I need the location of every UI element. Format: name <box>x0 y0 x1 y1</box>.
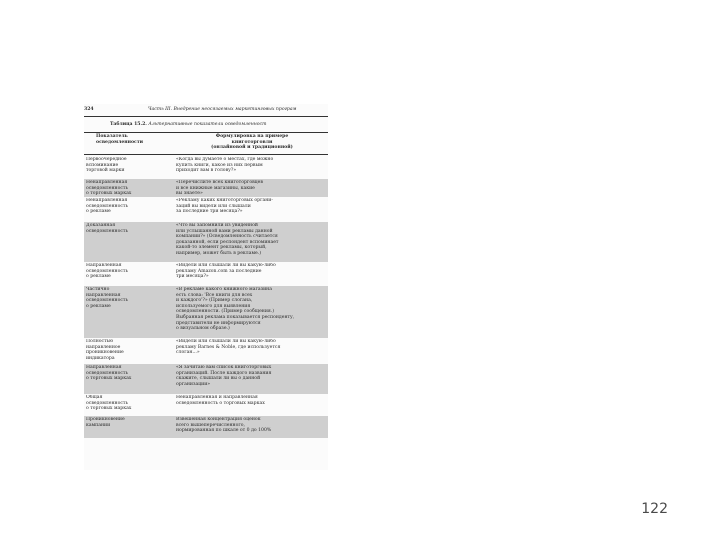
wording-cell: «Что вы запомнили из увиденной или услышанной вами рекламы данной компании?» (Осведомленность считается доказанной, если респондент вспоминает какой-то элемент рекламы, который, например, может быть в рекламе.) <box>176 223 279 256</box>
table-row <box>84 222 328 262</box>
table-row <box>84 286 328 338</box>
table-row <box>84 416 328 438</box>
scanned-page <box>84 104 328 470</box>
indicator-cell: Доказанная осведомленность <box>86 223 128 234</box>
table-row <box>84 197 328 222</box>
indicator-cell: Направленная осведомленность о торговых марках <box>86 365 132 382</box>
table-row <box>84 262 328 286</box>
indicator-cell: Ненаправленная осведомленность о торговых марках <box>86 180 132 197</box>
page-number: 324 <box>84 107 94 112</box>
table-row <box>84 364 328 394</box>
indicator-cell: Полностью направленное проникновение индикатора <box>86 339 124 361</box>
wording-cell: «В рекламе какого книжного магазина есть слова: 'Все книги для всех и каждого'?» (Пример слогана, используемого для выявления осведомленности. (Пример сообщения.) Выбранная реклама показывается респонденту, представители не информируются о визуальном образе.) <box>176 287 295 332</box>
column-header-wording: Формулировка на примере книготорговли (онлайновой и традиционной) <box>211 134 293 151</box>
table-header-rule <box>84 154 328 155</box>
wording-cell: «Перечислите всех книготорговцев и все книжные магазины, какие вы знаете» <box>176 180 263 197</box>
indicator-cell: Направленная осведомленность о рекламе <box>86 263 128 280</box>
indicator-cell: Первоочередное вспоминание торговой марки <box>86 157 127 174</box>
table-row <box>84 179 328 197</box>
indicator-cell: Проникновение кампании <box>86 417 125 428</box>
wording-cell: Взвешенная концентрация оценок всего вышеперечисленного, нормированная по шкале от 0 до 100% <box>176 417 272 434</box>
indicator-cell: Ненаправленная осведомленность о рекламе <box>86 198 128 215</box>
page-header <box>84 104 328 116</box>
column-header-indicator: Показатель осведомленности <box>96 134 144 145</box>
wording-cell: «Когда вы думаете о местах, где можно купить книги, какое из них первым приходит вам в голову?» <box>176 157 274 174</box>
table-caption-text: Альтернативные показатели осведомленност <box>148 122 267 127</box>
wording-cell: Ненаправленная и направленная осведомленность о торговых марках <box>176 395 265 406</box>
table-top-rule <box>84 132 328 133</box>
wording-cell: «Видели или слышали ли вы какую-либо рекламу Barnes & Noble, где используется слоган...» <box>176 339 281 356</box>
table-caption <box>110 120 328 130</box>
indicator-cell: Общая осведомленность о торговых марках <box>86 395 132 412</box>
table-row <box>84 394 328 416</box>
table-caption-label: Таблица 15.2. <box>110 122 147 127</box>
slide-number: 122 <box>641 501 668 517</box>
running-head: Часть III. Внедрение неосязаемых маркетинговых програм <box>148 107 297 112</box>
table-row <box>84 338 328 364</box>
wording-cell: «Видели или слышали ли вы какую-либо рекламу Amazon.com за последние три месяца?» <box>176 263 276 280</box>
wording-cell: «Я зачитаю вам список книготорговых организаций. После каждого названия скажите, слышали ли вы о данной организации» <box>176 365 272 387</box>
indicator-cell: Частично направленная осведомленность о рекламе <box>86 287 128 309</box>
wording-cell: «Рекламу каких книготорговых органи- заций вы видели или слышали за последние три месяца?» <box>176 198 273 215</box>
table-row <box>84 156 328 179</box>
header-rule <box>84 116 328 117</box>
